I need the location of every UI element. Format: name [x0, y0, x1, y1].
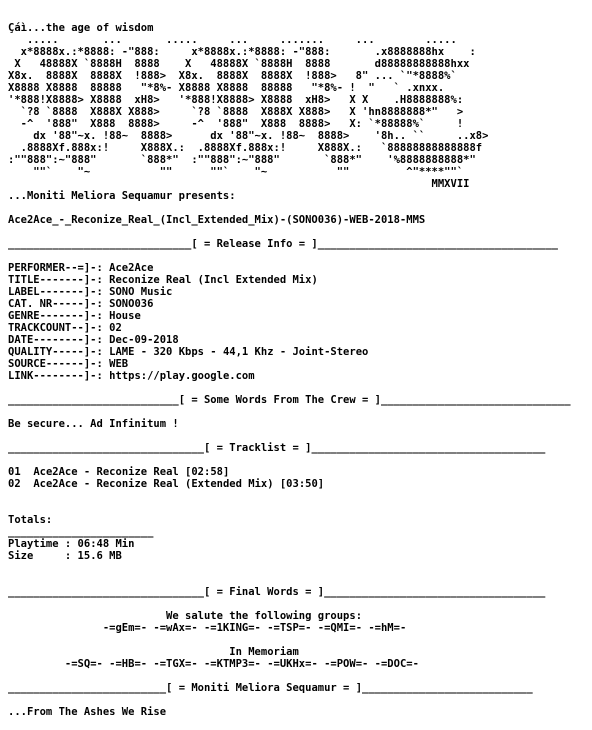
info-label: DATE--------]-: — [8, 334, 103, 346]
ascii-art-line: ""` "~ "" ""` "~ "" ^"****""` — [8, 166, 464, 178]
salute-line — [8, 610, 588, 622]
info-row-date — [8, 334, 588, 346]
info-label: SOURCE------]-: — [8, 358, 103, 370]
ascii-art-line: '*888!X8888> X8888 xH8> '*888!X8888> X8888 xH8> X X .H8888888%: — [8, 94, 464, 106]
info-label: TRACKCOUNT--]-: — [8, 322, 103, 334]
info-label: PERFORMER--=]-: — [8, 262, 103, 274]
ascii-art-line: `?8 `8888 X888X X888> `?8 `8888 X888X X888> X 'hn8888888*" > — [8, 106, 464, 118]
section-title-crew-words: [ = Some Words From The Crew = ] — [178, 394, 381, 406]
info-value: Ace2Ace — [109, 262, 154, 274]
salute-text: We salute the following groups: — [166, 610, 363, 622]
info-value: SONO Music — [109, 286, 173, 298]
info-row-trackcount — [8, 322, 588, 334]
info-row-title — [8, 274, 588, 286]
info-label: LINK--------]-: — [8, 370, 103, 382]
totals-playtime — [8, 538, 588, 550]
ascii-art-line: X 48888X `8888H 8888 X 48888X `8888H 8888 d88888888888hxx — [8, 58, 470, 70]
groups-line — [8, 622, 588, 634]
info-value: 02 — [109, 322, 122, 334]
totals-underline: _______________________ — [8, 526, 154, 538]
presents-line: ...Moniti Meliora Sequamur presents: — [8, 190, 236, 202]
ascii-art-line: X8888 X8888 88888 "*8%- X8888 X8888 88888 "*8%- ! " ` .xnxx. — [8, 82, 445, 94]
section-title-footer: [ = Moniti Meliora Sequamur = ] — [166, 682, 363, 694]
section-divider-final-words: _______________________________[ = Final Words = ]___________________________________ — [8, 586, 546, 598]
info-label: LABEL-------]-: — [8, 286, 103, 298]
ascii-art-line: :""888":~"888" `888*" :""888":~"888" `888*" '%8888888888*" — [8, 154, 476, 166]
totals-size — [8, 550, 588, 562]
section-divider-release-info: _____________________________[ = Release Info = ]______________________________________ — [8, 238, 558, 250]
info-label: QUALITY-----]-: — [8, 346, 103, 358]
info-row-source — [8, 358, 588, 370]
ascii-art-line: X8x. 8888X 8888X !888> X8x. 8888X 8888X !888> 8" ... `"*8888%` — [8, 70, 457, 82]
totals-playtime-value: 06:48 Min — [77, 538, 135, 550]
section-divider-tracklist: _______________________________[ = Tracklist = ]_____________________________________ — [8, 442, 546, 454]
totals-heading: Totals: — [8, 514, 53, 526]
info-label: GENRE-------]-: — [8, 310, 103, 322]
nfo-document — [8, 10, 588, 730]
section-title-release-info: [ = Release Info = ] — [191, 238, 318, 250]
info-label: TITLE-------]-: — [8, 274, 103, 286]
info-row-link — [8, 370, 588, 382]
release-name: Ace2Ace_-_Reconize_Real_(Incl_Extended_Mix)-(SONO036)-WEB-2018-MMS — [8, 214, 426, 226]
info-value: Dec-09-2018 — [109, 334, 179, 346]
ascii-art-line: MMXVII — [8, 178, 470, 190]
ascii-art-line: x*8888x.:*8888: -"888: x*8888x.:*8888: -"888: .x8888888hx : — [8, 46, 476, 58]
section-title-tracklist: [ = Tracklist = ] — [203, 442, 312, 454]
track-row — [8, 466, 588, 478]
memoriam-groups-line — [8, 658, 588, 670]
info-row-genre — [8, 310, 588, 322]
info-row-label — [8, 286, 588, 298]
track-title: Ace2Ace - Reconize Real (Extended Mix) [03:50] — [33, 478, 325, 490]
info-value: House — [109, 310, 141, 322]
track-row — [8, 478, 588, 490]
info-row-catalog — [8, 298, 588, 310]
ascii-art-line: dx '88"~x. !88~ 8888> dx '88"~x. !88~ 8888> '8h.. `` ..x8> — [8, 130, 489, 142]
header-tagline: Çáì...the age of wisdom — [8, 22, 154, 34]
closing-line: ...From The Ashes We Rise — [8, 706, 167, 718]
ascii-art-line: ..... ... ..... ... ....... ... ..... — [8, 34, 457, 46]
ascii-art-line: .8888Xf.888x:! X888X.: .8888Xf.888x:! X888X.: `88888888888888f — [8, 142, 483, 154]
info-value: Reconize Real (Incl Extended Mix) — [109, 274, 318, 286]
info-value: https://play.google.com — [109, 370, 255, 382]
info-row-performer — [8, 262, 588, 274]
info-value: SONO036 — [109, 298, 154, 310]
track-title: Ace2Ace - Reconize Real [02:58] — [33, 466, 230, 478]
salute-groups: -=gEm=- -=wAx=- -=1KING=- -=TSP=- -=QMI=- -=hM=- — [102, 622, 407, 634]
totals-size-label: Size : — [8, 550, 78, 562]
memoriam-title-line — [8, 646, 588, 658]
track-number: 01 — [8, 466, 21, 478]
section-divider-footer: _________________________[ = Moniti Meliora Sequamur = ]___________________________ — [8, 682, 533, 694]
info-value: WEB — [109, 358, 129, 370]
info-row-quality — [8, 346, 588, 358]
info-label: CAT. NR-----]-: — [8, 298, 103, 310]
memoriam-groups: -=SQ=- -=HB=- -=TGX=- -=KTMP3=- -=UKHx=- -=POW=- -=DOC=- — [64, 658, 419, 670]
crew-words-text: Be secure... Ad Infinitum ! — [8, 418, 179, 430]
section-divider-crew-words: ___________________________[ = Some Words From The Crew = ]______________________________ — [8, 394, 571, 406]
totals-size-value: 15.6 MB — [77, 550, 122, 562]
section-title-final-words: [ = Final Words = ] — [203, 586, 325, 598]
track-number: 02 — [8, 478, 21, 490]
totals-playtime-label: Playtime : — [8, 538, 78, 550]
info-value: LAME - 320 Kbps - 44,1 Khz - Joint-Stereo — [109, 346, 369, 358]
ascii-art-line: -^ '888" X888 8888> -^ '888" X888 8888> X: `*88888%` ! — [8, 118, 464, 130]
memoriam-title: In Memoriam — [229, 646, 299, 658]
